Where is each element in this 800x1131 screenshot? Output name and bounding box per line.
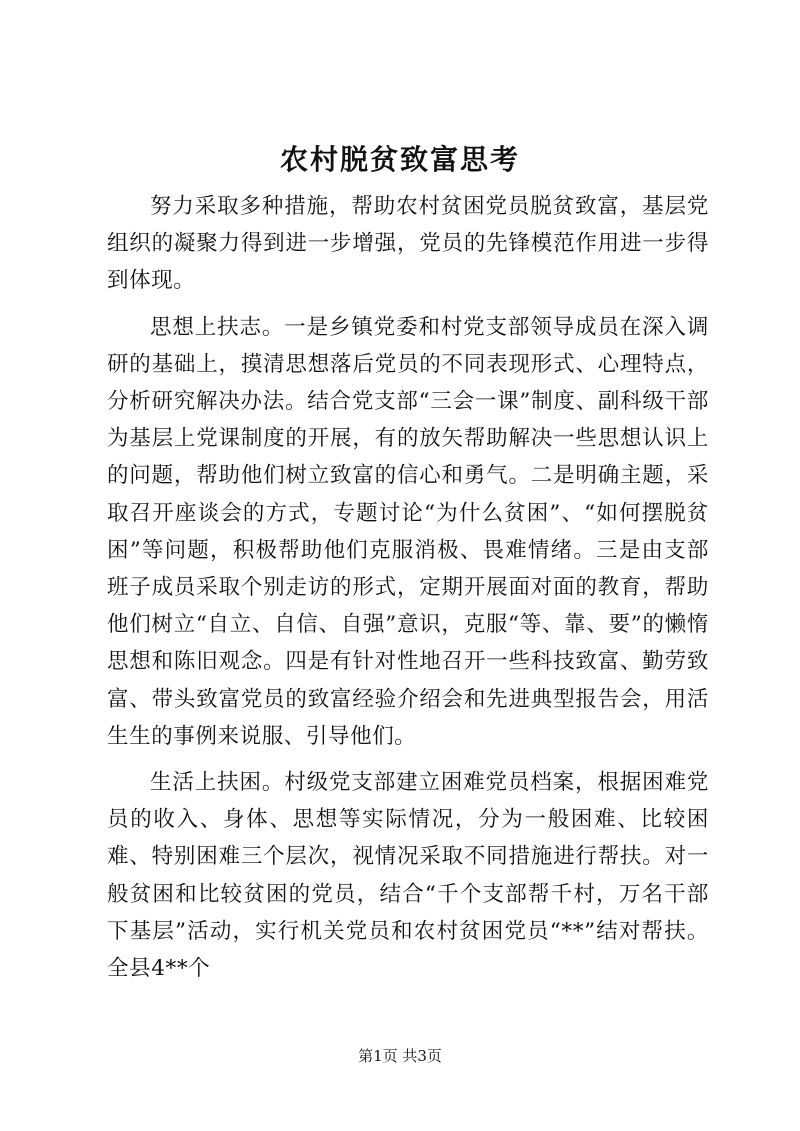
paragraph-ideology-support: 思想上扶志。一是乡镇党委和村党支部领导成员在深入调研的基础上，摸清思想落后党员的不同表现形式、心理特点，分析研究解决办法。结合党支部“三会一课”制度、副科级干部为基层上党课制度的开展，有的放矢帮助解决一些思想认识上的问题，帮助他们树立致富的信心和勇气。二是明确主题，采取召开座谈会的方式，专题讨论“为什么贫困”、“如何摆脱贫困”等问题，积极帮助他们克服消极、畏难情绪。三是由支部班子成员采取个别走访的形式，定期开展面对面的教育，帮助他们树立“自立、自信、自强”意识，克服“等、靠、要”的懒惰思想和陈旧观念。四是有针对性地召开一些科技致富、勤劳致富、带头致富党员的致富经验介绍会和先进典型报告会，用活生生的事例来说服、引导他们。 <box>107 314 709 749</box>
document-body <box>107 188 709 987</box>
page-number-footer: 第1页 共3页 <box>358 1047 442 1065</box>
document-title: 农村脱贫致富思考 <box>279 143 520 176</box>
paragraph-livelihood-support: 生活上扶困。村级党支部建立困难党员档案，根据困难党员的收入、身体、思想等实际情况，分为一般困难、比较困难、特别困难三个层次，视情况采取不同措施进行帮扶。对一般贫困和比较贫困的党员，结合“千个支部帮千村，万名干部下基层”活动，实行机关党员和农村贫困党员“**”结对帮扶。全县4**个 <box>107 770 709 982</box>
paragraph-intro: 努力采取多种措施，帮助农村贫困党员脱贫致富，基层党组织的凝聚力得到进一步增强，党员的先锋模范作用进一步得到体现。 <box>107 194 709 294</box>
